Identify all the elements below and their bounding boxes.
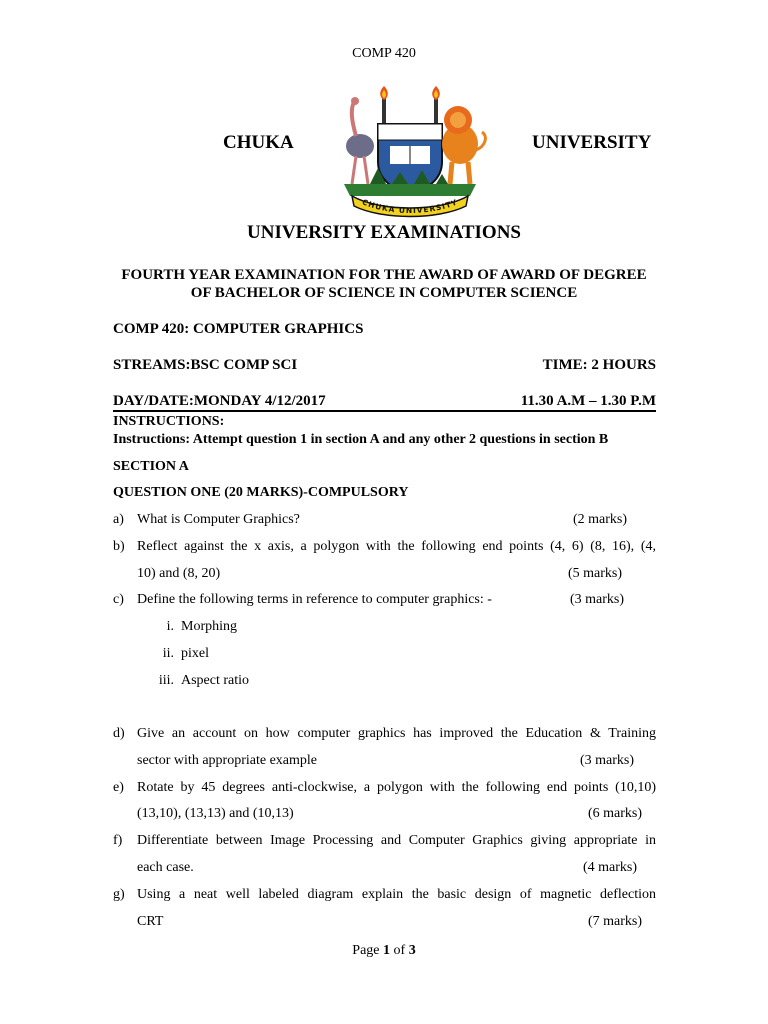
question-d-text-line1: Give an account on how computer graphics has improved the Education & Training xyxy=(137,726,656,741)
course-title xyxy=(113,321,656,338)
question-b-text-line2: 10) and (8, 20) xyxy=(137,566,221,581)
exam-subtitle-line1: FOURTH YEAR EXAMINATION FOR THE AWARD OF AWARD OF DEGREE xyxy=(121,267,647,283)
question-f-text-line1: Differentiate between Image Processing and Computer Graphics giving appropriate in xyxy=(137,833,656,848)
total-pages: 3 xyxy=(408,943,416,958)
course-code-header: COMP 420 xyxy=(352,46,416,61)
streams-label: STREAMS:BSC COMP SCI xyxy=(113,357,298,373)
question-d-label: d) xyxy=(113,726,125,741)
question-one-heading: QUESTION ONE (20 MARKS)-COMPULSORY xyxy=(113,485,409,500)
term-pixel: pixel xyxy=(181,646,209,661)
question-e-text-line2: (13,10), (13,13) and (10,13) xyxy=(137,806,294,821)
divider-line xyxy=(113,410,656,412)
term-number-2: ii. xyxy=(162,646,174,661)
term-morphing: Morphing xyxy=(181,619,237,634)
page-word: Page xyxy=(352,943,380,958)
question-d-text-line2: sector with appropriate example xyxy=(137,753,317,768)
university-name-left: CHUKA xyxy=(223,132,294,153)
date-time-row xyxy=(113,393,656,410)
term-aspect-ratio: Aspect ratio xyxy=(181,673,250,688)
university-name-right: UNIVERSITY xyxy=(532,132,652,153)
streams-time-row xyxy=(113,357,656,374)
question-e-label: e) xyxy=(113,780,124,795)
question-b-marks: (5 marks) xyxy=(568,566,623,581)
question-g-text-line2: CRT xyxy=(137,914,164,929)
question-f-label: f) xyxy=(113,833,123,848)
question-a-marks: (2 marks) xyxy=(573,512,628,527)
question-c-text: Define the following terms in reference to computer graphics: - xyxy=(137,592,492,607)
question-b-text-line1: Reflect against the x axis, a polygon with the following end points (4, 6) (8, 16), (4, xyxy=(137,539,656,554)
question-g-label: g) xyxy=(113,887,125,902)
term-number-1: i. xyxy=(166,619,174,634)
page-number: 1 xyxy=(383,943,391,958)
exam-title: UNIVERSITY EXAMINATIONS xyxy=(247,222,521,243)
question-g-marks: (7 marks) xyxy=(588,914,643,929)
day-date-label: DAY/DATE:MONDAY 4/12/2017 xyxy=(113,393,326,409)
instructions-heading: INSTRUCTIONS: xyxy=(113,414,225,429)
question-a-text: What is Computer Graphics? xyxy=(137,512,300,527)
question-c-label: c) xyxy=(113,592,124,607)
page-footer xyxy=(0,943,768,959)
crest-banner-text: CHUKA UNIVERSITY xyxy=(360,197,460,216)
question-a-label: a) xyxy=(113,512,124,527)
term-number-3: iii. xyxy=(158,673,174,688)
exam-subtitle xyxy=(0,266,768,302)
section-heading: SECTION A xyxy=(113,459,189,474)
exam-subtitle-line2: OF BACHELOR OF SCIENCE IN COMPUTER SCIENCE xyxy=(190,285,578,301)
university-crest-logo xyxy=(330,84,490,220)
question-e-text-line1: Rotate by 45 degrees anti-clockwise, a polygon with the following end points (10,10) xyxy=(137,780,656,795)
question-f-text-line2: each case. xyxy=(137,860,194,875)
question-c-marks: (3 marks) xyxy=(570,592,625,607)
question-d-marks: (3 marks) xyxy=(580,753,635,768)
instructions-text: Instructions: Attempt question 1 in section A and any other 2 questions in section B xyxy=(113,432,609,447)
question-e-marks: (6 marks) xyxy=(588,806,643,821)
question-f-marks: (4 marks) xyxy=(583,860,638,875)
question-b-label: b) xyxy=(113,539,125,554)
course-title-text: COMP 420: COMPUTER GRAPHICS xyxy=(113,321,364,337)
time-range-label: 11.30 A.M – 1.30 P.M xyxy=(520,393,656,409)
duration-label: TIME: 2 HOURS xyxy=(542,357,656,373)
of-word: of xyxy=(393,943,406,958)
question-g-text-line1: Using a neat well labeled diagram explain the basic design of magnetic deflection xyxy=(137,887,656,902)
